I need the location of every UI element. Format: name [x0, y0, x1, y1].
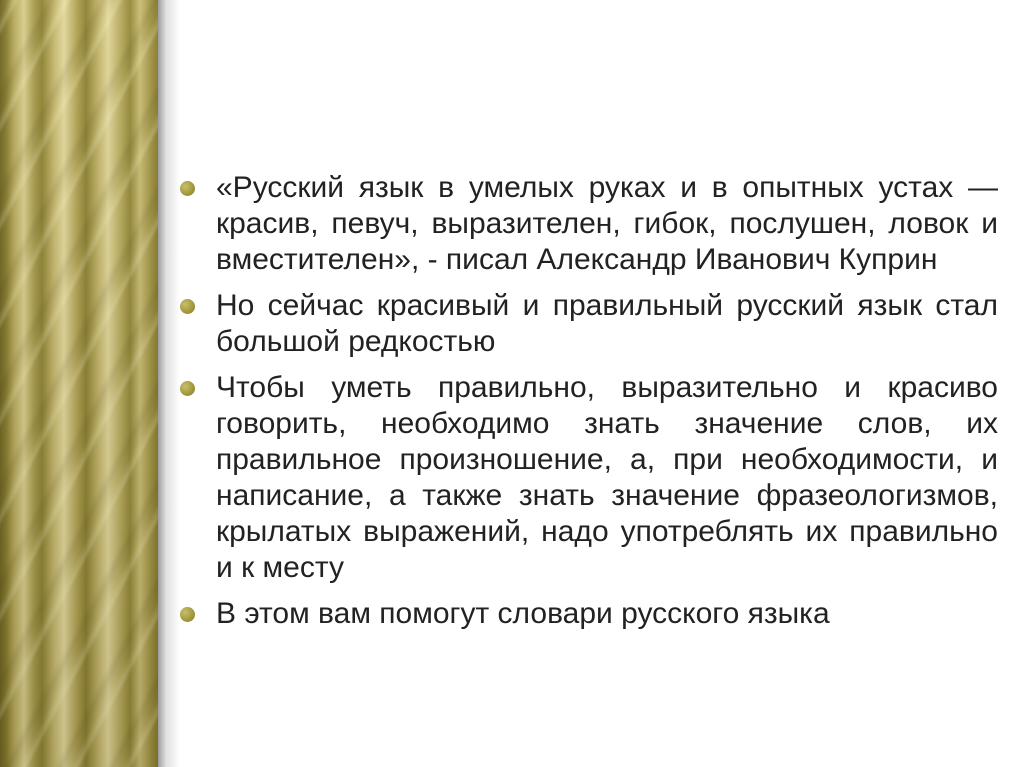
bullet-text: «Русский язык в умелых руках и в опытных устах — красив, певуч, выразителен, гибок, послушен, ловок и вместителен», - писал Александр Иванович Куприн [216, 171, 998, 276]
bullet-dot-icon [180, 181, 195, 196]
bullet-item-rarity [178, 288, 998, 360]
bullet-dot-icon [180, 607, 195, 622]
bullet-item-how-to-speak [178, 370, 998, 586]
bullet-text: Но сейчас красивый и правильный русский язык стал большой редкостью [216, 289, 998, 358]
bullet-list [178, 170, 998, 632]
decorative-gold-panel [0, 0, 158, 767]
bullet-dot-icon [180, 381, 195, 396]
bullet-item-dictionaries [178, 596, 998, 632]
slide-content [178, 170, 998, 642]
bullet-dot-icon [180, 299, 195, 314]
bullet-text: В этом вам помогут словари русского языка [216, 597, 830, 630]
bullet-item-kuprin-quote [178, 170, 998, 278]
bullet-text: Чтобы уметь правильно, выразительно и красиво говорить, необходимо знать значение слов, их правильное произношение, а, при необходимости, и написание, а также знать значение фразеологизмов, крылатых выражений, надо употреблять их правильно и к месту [216, 371, 998, 584]
panel-shadow [158, 0, 180, 767]
